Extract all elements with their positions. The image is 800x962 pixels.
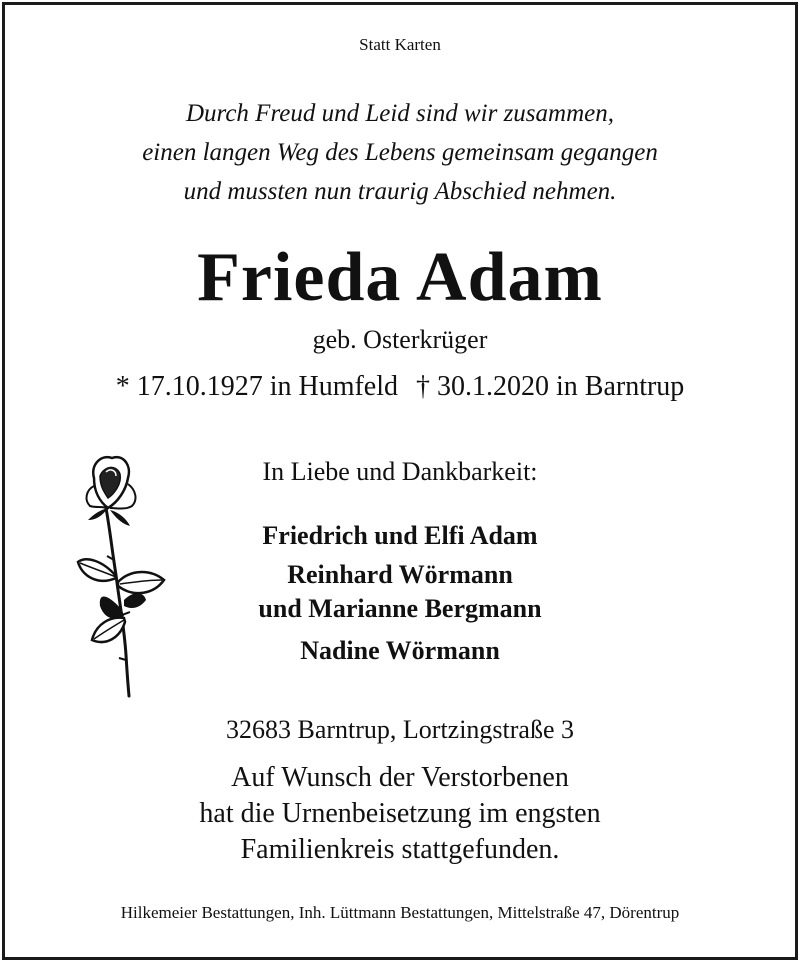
rose-icon: [72, 450, 172, 700]
undertaker-line: Hilkemeier Bestattungen, Inh. Lüttmann Bestattungen, Mittelstraße 47, Dörentrup: [120, 903, 680, 922]
notice-line: hat die Urnenbeisetzung im engsten: [199, 798, 601, 829]
motto-line: einen langen Weg des Lebens gemeinsam gegangen: [142, 139, 658, 166]
mourners-list: [190, 519, 610, 668]
deceased-name: Frieda Adam: [197, 239, 603, 316]
notice-line: Auf Wunsch der Verstorbenen: [231, 762, 569, 793]
header-note: Statt Karten: [359, 35, 441, 54]
mourner-name: Nadine Wörmann: [300, 636, 500, 665]
mourner-name: Reinhard Wörmann: [287, 560, 513, 589]
motto-verse: [0, 94, 800, 211]
mourner-name: Friedrich und Elfi Adam: [262, 521, 538, 550]
birth-name: geb. Osterkrüger: [312, 325, 488, 354]
burial-notice: [0, 760, 800, 868]
motto-line: und mussten nun traurig Abschied nehmen.: [183, 178, 617, 205]
mourners-intro: In Liebe und Dankbarkeit:: [262, 457, 538, 486]
motto-line: Durch Freud und Leid sind wir zusammen,: [185, 100, 614, 127]
life-dates: [0, 367, 800, 407]
mourner-name: und Marianne Bergmann: [258, 594, 542, 623]
birth-date: * 17.10.1927 in Humfeld: [115, 371, 398, 402]
notice-line: Familienkreis stattgefunden.: [240, 834, 560, 865]
family-address: 32683 Barntrup, Lortzingstraße 3: [225, 715, 575, 744]
death-date: † 30.1.2020 in Barntrup: [416, 371, 685, 402]
